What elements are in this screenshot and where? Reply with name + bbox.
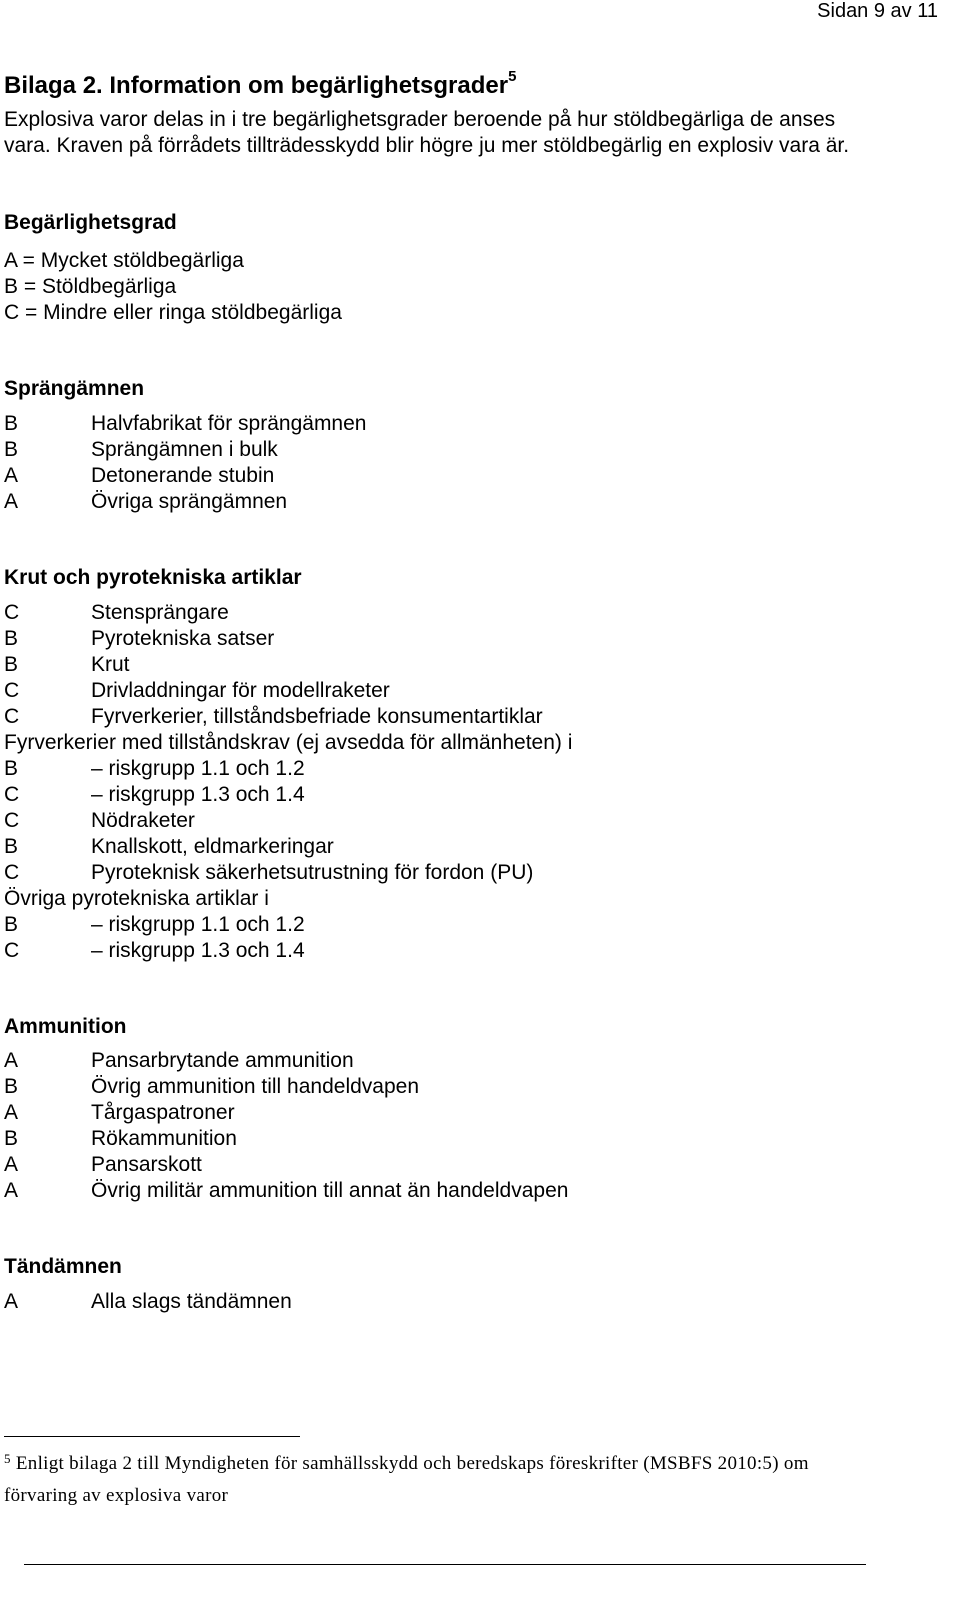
footnote-text: Enligt bilaga 2 till Myndigheten för samhällsskydd och beredskaps föreskrifter (MSBFS 2010:5) om [15, 1453, 809, 1474]
grade-letter: B [4, 913, 19, 936]
grade-letter: C [4, 679, 20, 702]
item-description: Övriga sprängämnen [91, 490, 288, 513]
intro-line-1: Explosiva varor delas in i tre begärlighetsgrader beroende på hur stöldbegärliga de anses [4, 108, 836, 131]
page-number: Sidan 9 av 11 [817, 0, 938, 22]
subgroup-label: Övriga pyrotekniska artiklar i [4, 887, 269, 910]
item-description: Detonerande stubin [91, 464, 275, 487]
item-description: Övrig ammunition till handeldvapen [91, 1075, 420, 1098]
footnote-separator [4, 1436, 300, 1437]
grade-letter: A [4, 1101, 19, 1124]
item-description: Knallskott, eldmarkeringar [91, 835, 334, 858]
item-description: Nödraketer [91, 809, 195, 832]
grade-letter: A [4, 1153, 19, 1176]
grade-definition: A = Mycket stöldbegärliga [4, 249, 244, 272]
grade-letter: A [4, 490, 19, 513]
grade-letter: B [4, 757, 19, 780]
grade-letter: B [4, 1127, 19, 1150]
item-description: Pyroteknisk säkerhetsutrustning för fordon (PU) [91, 861, 534, 884]
grade-letter: B [4, 835, 19, 858]
item-description: Övrig militär ammunition till annat än handeldvapen [91, 1179, 569, 1202]
grade-letter: C [4, 783, 20, 806]
item-description: Sprängämnen i bulk [91, 438, 278, 461]
item-description: Pyrotekniska satser [91, 627, 275, 650]
section-heading-krut: Krut och pyrotekniska artiklar [4, 566, 302, 589]
item-description: Pansarskott [91, 1153, 202, 1176]
item-description: Alla slags tändämnen [91, 1290, 292, 1313]
grade-letter: A [4, 1179, 19, 1202]
item-description: Stensprängare [91, 601, 229, 624]
item-description: Halvfabrikat för sprängämnen [91, 412, 367, 435]
grade-letter: C [4, 861, 20, 884]
grade-letter: C [4, 809, 20, 832]
grade-letter: B [4, 438, 19, 461]
grade-definition: C = Mindre eller ringa stöldbegärliga [4, 301, 342, 324]
grade-letter: A [4, 1049, 19, 1072]
item-description: – riskgrupp 1.1 och 1.2 [91, 913, 305, 936]
item-description: Tårgaspatroner [91, 1101, 235, 1124]
item-description: Krut [91, 653, 130, 676]
item-description: Fyrverkerier, tillståndsbefriade konsumentartiklar [91, 705, 543, 728]
section-heading-grades: Begärlighetsgrad [4, 211, 177, 234]
footnote-reference: 5 [508, 68, 517, 85]
footnote-line-2: förvaring av explosiva varor [4, 1485, 229, 1506]
item-description: Rökammunition [91, 1127, 237, 1150]
grade-letter: C [4, 939, 20, 962]
grade-definition: B = Stöldbegärliga [4, 275, 177, 298]
section-heading-tandamnen: Tändämnen [4, 1255, 122, 1278]
subgroup-label: Fyrverkerier med tillståndskrav (ej avsedda för allmänheten) i [4, 731, 573, 754]
item-description: – riskgrupp 1.1 och 1.2 [91, 757, 305, 780]
grade-letter: B [4, 627, 19, 650]
grade-letter: C [4, 601, 20, 624]
grade-letter: A [4, 1290, 19, 1313]
grade-letter: B [4, 1075, 19, 1098]
grade-letter: B [4, 412, 19, 435]
footnote-line-1 [4, 1453, 809, 1475]
item-description: – riskgrupp 1.3 och 1.4 [91, 939, 305, 962]
section-heading-sprangamnen: Sprängämnen [4, 377, 145, 400]
item-description: Drivladdningar för modellraketer [91, 679, 390, 702]
item-description: Pansarbrytande ammunition [91, 1049, 354, 1072]
grade-letter: A [4, 464, 19, 487]
page-bottom-rule [24, 1564, 866, 1565]
intro-line-2: vara. Kraven på förrådets tillträdesskydd blir högre ju mer stöldbegärlig en explosiv vara är. [4, 134, 850, 157]
section-heading-ammunition: Ammunition [4, 1015, 127, 1038]
item-description: – riskgrupp 1.3 och 1.4 [91, 783, 305, 806]
title-text: Bilaga 2. Information om begärlighetsgrader [4, 72, 509, 99]
grade-letter: C [4, 705, 20, 728]
grade-letter: B [4, 653, 19, 676]
page-title [4, 68, 517, 100]
footnote-mark: 5 [4, 1451, 11, 1466]
